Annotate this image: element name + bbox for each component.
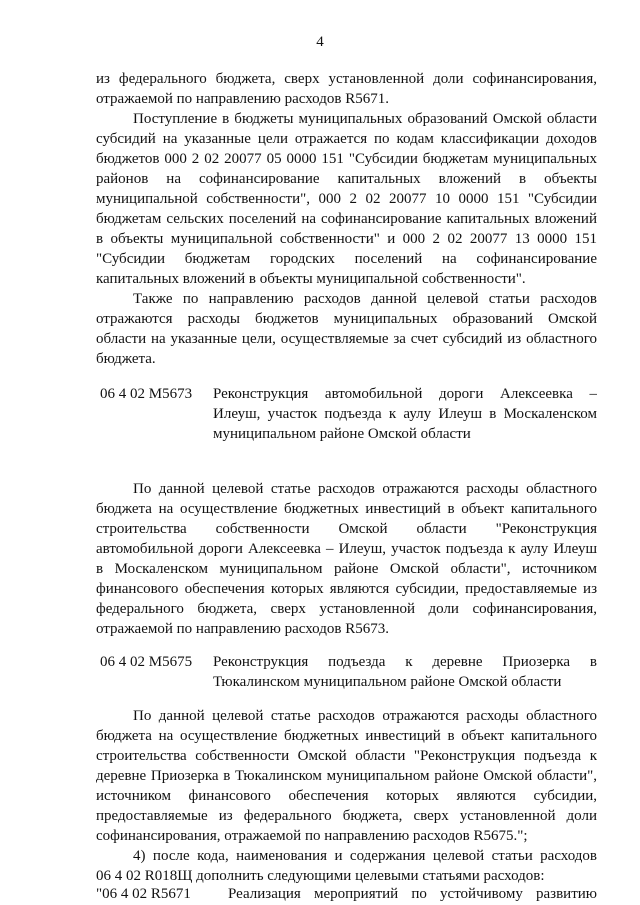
target-article-title: Реализация мероприятий по устойчивому развитию [228,886,597,902]
text-line: предоставляемые из федерального бюджета, сверх установленной доли [96,808,597,824]
text-line: "Субсидии бюджетам городских поселений на софинансирование [96,251,597,267]
text-line: в Москаленском муниципальном районе Омской области", источником [96,561,597,577]
text-line: районов на софинансирование капитальных вложений в объекты [96,171,597,187]
text-line: бюджета на осуществление бюджетных инвестиций в объект капитального [96,728,597,744]
text-line: По данной целевой статье расходов отражаются расходы областного [133,708,597,724]
text-line: муниципальной собственности", 000 2 02 20077 10 0000 151 "Субсидии [96,191,597,207]
text-line: Поступление в бюджеты муниципальных образований Омской области [133,111,597,127]
target-article-title: Реконструкция подъезда к деревне Приозерка в [213,654,597,670]
text-line: бюджета на осуществление бюджетных инвестиций в объект капитального [96,501,597,517]
text-line: источником финансового обеспечения которых являются субсидии, [96,788,597,804]
text-line: отражаемой по направлению расходов R5671. [96,91,389,107]
text-line: бюджетам сельских поселений на софинансирование капитальных вложений [96,211,597,227]
target-article-title: Тюкалинском муниципальном районе Омской области [213,674,562,690]
target-article-code: "06 4 02 R5671 [96,886,191,902]
text-line: По данной целевой статье расходов отражаются расходы областного [133,481,597,497]
text-line: из федерального бюджета, сверх установленной доли софинансирования, [96,71,597,87]
target-article-title: муниципальном районе Омской области [213,426,471,442]
text-line: 4) после кода, наименования и содержания целевой статьи расходов [133,848,597,864]
text-line: софинансирования, отражаемой по направлению расходов R5675."; [96,828,528,844]
text-line: отражаемой по направлению расходов R5673. [96,621,389,637]
text-line: капитальных вложений в объекты муниципальной собственности". [96,271,526,287]
text-line: отражаются расходы бюджетов муниципальных образований Омской [96,311,597,327]
text-line: бюджетов 000 2 02 20077 05 0000 151 "Субсидии бюджетам муниципальных [96,151,597,167]
text-line: бюджета. [96,351,156,367]
text-line: строительства собственности Омской области "Реконструкция [96,521,597,537]
text-line: в объекты муниципальной собственности" и 000 2 02 20077 13 0000 151 [96,231,597,247]
text-line: 06 4 02 R018Щ дополнить следующими целевыми статьями расходов: [96,868,545,884]
text-line: области на указанные цели, осуществляемые за счет субсидий из областного [96,331,597,347]
text-line: субсидий на указанные цели отражается по кодам классификации доходов [96,131,597,147]
target-article-title: Реконструкция автомобильной дороги Алексеевка – [213,386,597,402]
target-article-code: 06 4 02 M5675 [100,654,193,670]
text-line: федерального бюджета, сверх установленной доли софинансирования, [96,601,597,617]
text-line: автомобильной дороги Алексеевка – Илеуш, участок подъезда к аулу Илеуш [96,541,597,557]
text-line: Также по направлению расходов данной целевой статьи расходов [133,291,597,307]
text-line: строительства собственности Омской области "Реконструкция подъезда к [96,748,597,764]
target-article-title: Илеуш, участок подъезда к аулу Илеуш в Москаленском [213,406,597,422]
target-article-code: 06 4 02 M5673 [100,386,193,402]
page-number: 4 [316,34,324,50]
text-line: финансового обеспечения которых являются субсидии, предоставляемые из [96,581,597,597]
text-line: деревне Приозерка в Тюкалинском муниципальном районе Омской области", [96,768,597,784]
